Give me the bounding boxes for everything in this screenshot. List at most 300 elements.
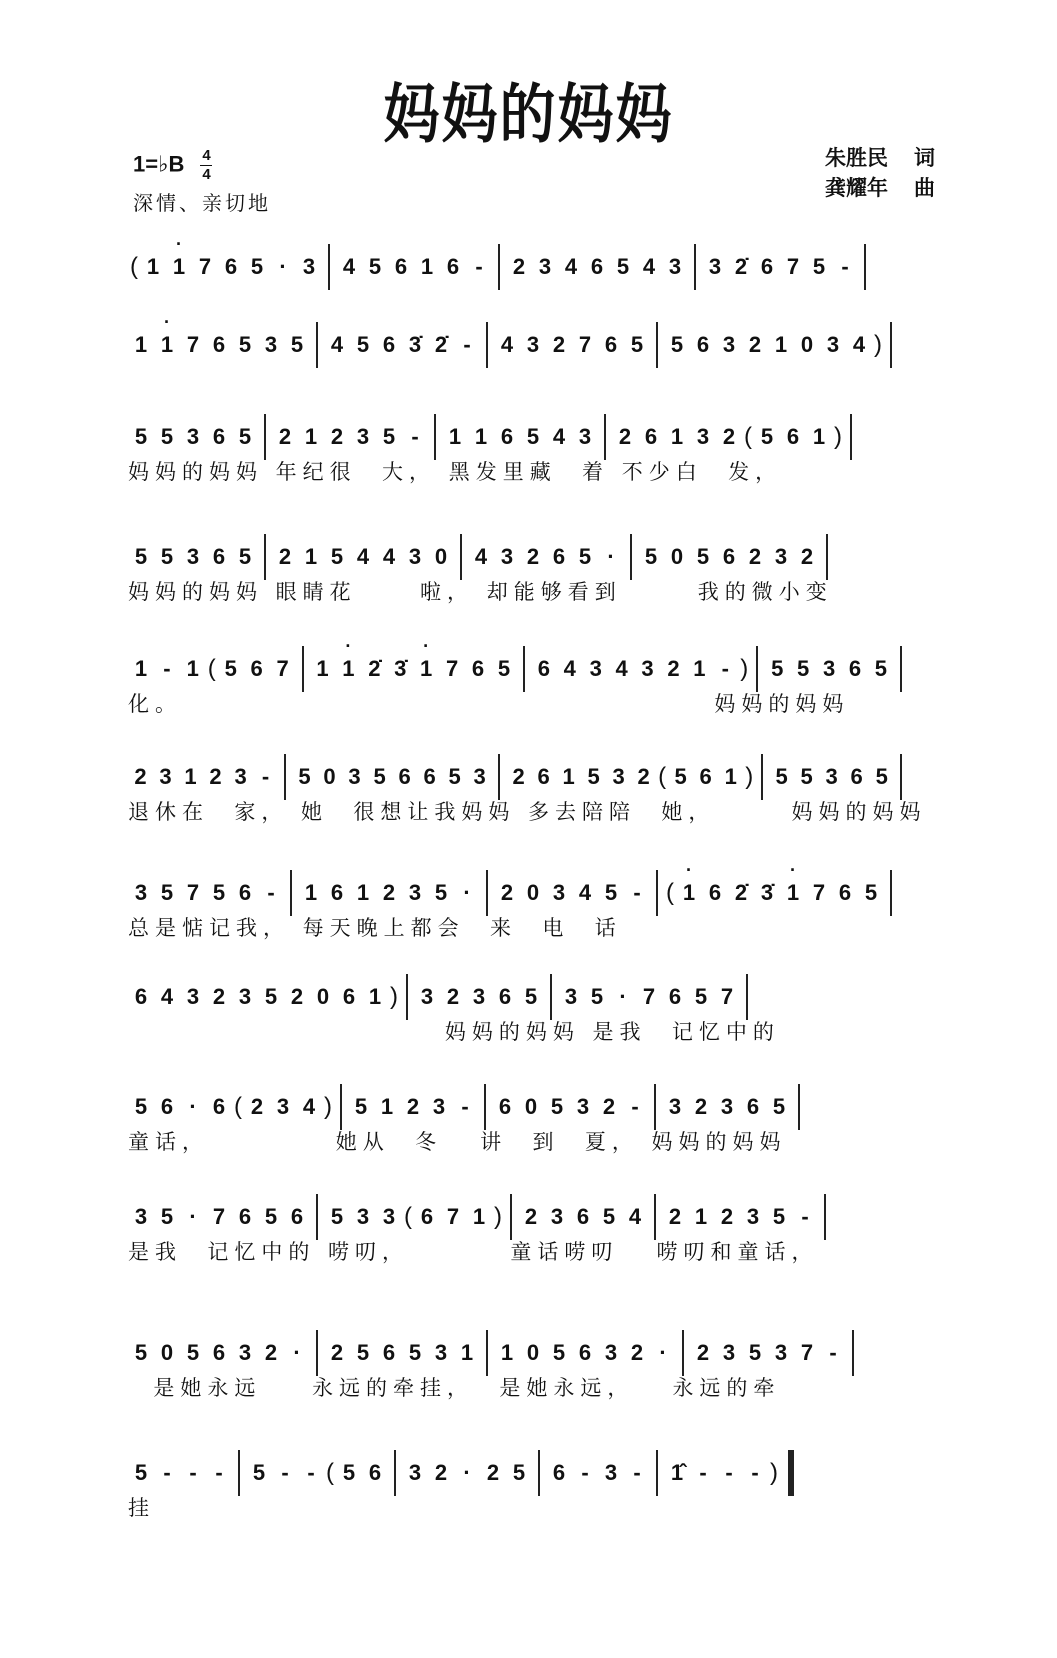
lyrics-line: 化。 妈妈的妈妈	[128, 692, 850, 716]
note: 5	[800, 764, 813, 789]
note: 5	[760, 424, 774, 449]
note: 3	[186, 424, 200, 449]
barline	[746, 974, 748, 1020]
note: 1	[448, 424, 462, 449]
note: -	[307, 1460, 315, 1485]
note: 5	[524, 984, 538, 1009]
note: 5	[160, 1204, 174, 1229]
note: 6	[552, 544, 566, 569]
note: 1	[724, 764, 737, 789]
note: 4	[578, 880, 592, 905]
barline	[900, 646, 902, 692]
note: 4	[564, 254, 578, 279]
note: 5	[448, 764, 461, 789]
note: 3	[356, 424, 370, 449]
note: 1	[380, 1094, 394, 1119]
note: 6	[699, 764, 712, 789]
note: 3	[825, 764, 838, 789]
paren-close: )	[740, 655, 749, 682]
lyricist-credit: 朱胜民 词	[825, 147, 935, 170]
score-system	[128, 250, 908, 320]
note: 0	[434, 544, 448, 569]
paren-open: (	[404, 1203, 412, 1230]
note: 3	[720, 1094, 734, 1119]
lyrics-line: 是我 记忆中的 唠叨， 童话唠叨 唠叨和童话，	[128, 1240, 819, 1264]
note: -	[829, 1340, 837, 1365]
note: 6	[471, 656, 485, 681]
note: · 1	[335, 656, 361, 682]
note: -	[463, 332, 471, 357]
note: 3	[348, 764, 361, 789]
note: 6	[746, 1094, 760, 1119]
note: 5	[694, 984, 708, 1009]
note: 5	[772, 1094, 786, 1119]
score-system	[128, 1336, 908, 1406]
note: · 1	[413, 656, 439, 682]
note: 2̇	[368, 656, 381, 681]
note: 1	[134, 332, 148, 357]
note: 2	[800, 544, 814, 569]
barline	[850, 414, 852, 460]
note: 6	[537, 764, 550, 789]
note: 2	[668, 1204, 682, 1229]
note: 6	[224, 254, 238, 279]
note: 5	[160, 424, 174, 449]
note: 6	[290, 1204, 304, 1229]
barline	[826, 534, 828, 580]
note: 1̂	[670, 1460, 684, 1485]
note: 3	[238, 1340, 252, 1365]
note: 7	[198, 254, 212, 279]
note: 6	[330, 880, 344, 905]
barline	[498, 754, 500, 800]
note: · 1	[166, 254, 192, 280]
note: 5	[238, 424, 252, 449]
note: 4	[160, 984, 174, 1009]
note: 3	[234, 764, 247, 789]
barline	[264, 414, 266, 460]
barline	[656, 1450, 658, 1496]
note: 6	[552, 1460, 566, 1485]
score-system	[128, 1090, 908, 1160]
note: 5	[526, 424, 540, 449]
lyrics-line: 妈妈的妈妈 年纪很 大， 黑发里藏 着 不少白 发，	[128, 460, 783, 484]
note: 5	[674, 764, 687, 789]
note: 7	[446, 1204, 460, 1229]
note: 6	[848, 656, 862, 681]
note: 5	[864, 880, 878, 905]
note: -	[725, 1460, 733, 1485]
note: 5	[616, 254, 630, 279]
note: 5	[160, 880, 174, 905]
score-system	[128, 876, 908, 946]
note: 7	[212, 1204, 226, 1229]
note: 3	[668, 1094, 682, 1119]
note: 2	[720, 1204, 734, 1229]
note: 2	[500, 880, 514, 905]
note: 4	[500, 332, 514, 357]
note: 6	[604, 332, 618, 357]
note: 3	[526, 332, 540, 357]
note: 3	[576, 1094, 590, 1119]
note: 3	[134, 880, 148, 905]
note: 6	[500, 424, 514, 449]
credits	[825, 144, 935, 204]
note: 6	[250, 656, 263, 681]
note: 3	[774, 1340, 788, 1365]
barline	[316, 1330, 318, 1376]
note: 5	[134, 1340, 148, 1365]
barline	[654, 1194, 656, 1240]
barline	[890, 322, 892, 368]
note: 0	[526, 880, 540, 905]
barline	[406, 974, 408, 1020]
barline	[798, 1084, 800, 1130]
note: 6	[382, 332, 396, 357]
note: 0	[670, 544, 684, 569]
note: -	[581, 1460, 589, 1485]
note: 1	[304, 424, 318, 449]
paren-close: )	[390, 983, 398, 1010]
note: 3	[408, 880, 422, 905]
barline	[486, 322, 488, 368]
note: 3	[696, 424, 710, 449]
note: 3	[238, 984, 252, 1009]
note: 2	[382, 880, 396, 905]
note: 2	[278, 544, 292, 569]
note: 5	[772, 1204, 786, 1229]
note: 6	[708, 880, 722, 905]
note: 0	[524, 1094, 538, 1119]
notation-line	[128, 1090, 908, 1124]
score-system	[128, 1456, 908, 1526]
note: 3	[434, 1340, 448, 1365]
note: 2	[722, 424, 736, 449]
note: 2	[748, 544, 762, 569]
score-system	[128, 420, 908, 490]
notation-line	[128, 1200, 908, 1234]
note: ·	[279, 254, 287, 279]
note: 5	[186, 1340, 200, 1365]
notation-line	[128, 760, 908, 794]
note: 3̇	[394, 656, 407, 681]
note: 5	[342, 1460, 356, 1485]
note: 6	[212, 332, 226, 357]
note: 5	[298, 764, 311, 789]
note: 6	[212, 1340, 226, 1365]
note: 2	[512, 254, 526, 279]
note: 4	[330, 332, 344, 357]
note: 6	[668, 984, 682, 1009]
note: 5	[874, 656, 888, 681]
composer-credit: 龚耀年 曲	[825, 177, 935, 200]
note: 2	[486, 1460, 500, 1485]
barline	[316, 322, 318, 368]
score-system	[128, 328, 908, 398]
note: ·	[463, 880, 471, 905]
note: -	[699, 1460, 707, 1485]
note: 3	[134, 1204, 148, 1229]
note: 5	[552, 1340, 566, 1365]
note: 6	[537, 656, 550, 681]
note: 2	[264, 1340, 278, 1365]
barline	[264, 534, 266, 580]
note: 3	[722, 1340, 736, 1365]
note: 5	[696, 544, 710, 569]
note: 1	[670, 424, 684, 449]
barline	[682, 1330, 684, 1376]
paren-close: )	[324, 1093, 332, 1120]
note: 2	[667, 656, 680, 681]
note: 3	[186, 984, 200, 1009]
note: 1	[304, 880, 318, 905]
barline	[654, 1084, 656, 1130]
note: 0	[800, 332, 814, 357]
note: 4	[382, 544, 396, 569]
note: 1	[460, 1340, 474, 1365]
note: 2	[526, 544, 540, 569]
note: 2	[637, 764, 650, 789]
note: 2	[602, 1094, 616, 1119]
note: 5	[212, 880, 226, 905]
note: 2	[209, 764, 222, 789]
note: 5	[587, 764, 600, 789]
notation-line	[128, 1336, 908, 1370]
note: -	[461, 1094, 469, 1119]
note: 6	[423, 764, 436, 789]
note: ·	[463, 1460, 471, 1485]
barline	[484, 1084, 486, 1130]
barline	[656, 322, 658, 368]
note: 3	[420, 984, 434, 1009]
note: 4	[552, 424, 566, 449]
note: -	[411, 424, 419, 449]
lyrics-line: 总是惦记我， 每天晚上都会 来 电 话	[128, 916, 622, 940]
lyrics-line: 童话， 她从 冬 讲 到 夏， 妈妈的妈妈	[128, 1130, 787, 1154]
note: 2	[748, 332, 762, 357]
note: · 1	[154, 332, 180, 358]
note: -	[631, 1094, 639, 1119]
note: 2	[512, 764, 525, 789]
note: 3	[668, 254, 682, 279]
note: 5	[408, 1340, 422, 1365]
note: 5	[160, 544, 174, 569]
note: 3̇	[760, 880, 774, 905]
note: 5	[771, 656, 784, 681]
note: 2	[552, 332, 566, 357]
note: · 1	[676, 880, 702, 906]
note: 2	[278, 424, 292, 449]
note: 2	[330, 424, 344, 449]
note: 7	[578, 332, 592, 357]
note: 1	[184, 764, 197, 789]
paren-open: (	[666, 879, 674, 906]
note: 2	[290, 984, 304, 1009]
note: -	[163, 1460, 171, 1485]
paren-close: )	[745, 763, 754, 790]
note: 5	[356, 1340, 370, 1365]
note: 1	[304, 544, 318, 569]
note: 3	[822, 656, 836, 681]
note: 7	[720, 984, 734, 1009]
note: 6	[760, 254, 774, 279]
note: 1	[316, 656, 329, 681]
note: 1	[562, 764, 575, 789]
note: 6	[578, 1340, 592, 1365]
note: 3	[500, 544, 514, 569]
note: 6	[382, 1340, 396, 1365]
note: 3	[356, 1204, 370, 1229]
note: 2	[524, 1204, 538, 1229]
barline	[864, 244, 866, 290]
note: 3	[473, 764, 486, 789]
note: 6	[498, 1094, 512, 1119]
paren-open: (	[744, 423, 752, 450]
note: -	[633, 880, 641, 905]
note: 5	[252, 1460, 266, 1485]
barline	[756, 646, 758, 692]
note: 2	[212, 984, 226, 1009]
note: 3	[408, 544, 422, 569]
note: 5	[590, 984, 604, 1009]
barline	[290, 870, 292, 916]
barline	[394, 1450, 396, 1496]
barline	[656, 870, 658, 916]
notation-line	[128, 876, 908, 910]
barline	[460, 534, 462, 580]
note: 1	[694, 1204, 708, 1229]
note: 5	[238, 332, 252, 357]
note: 2̇	[434, 332, 448, 357]
expression-marking: 深情、亲切地	[133, 191, 271, 215]
note: 5	[134, 544, 148, 569]
note: -	[267, 880, 275, 905]
note: 3	[578, 424, 592, 449]
song-title: 妈妈的妈妈	[383, 77, 674, 151]
barline	[900, 754, 902, 800]
note: 2	[618, 424, 632, 449]
note: 7	[276, 656, 289, 681]
note: 6	[420, 1204, 434, 1229]
note: -	[215, 1460, 223, 1485]
paren-close: )	[874, 331, 882, 358]
note: 1	[472, 1204, 486, 1229]
note: 6	[134, 984, 148, 1009]
note: 3	[408, 1460, 422, 1485]
notation-line	[128, 250, 908, 284]
note: 4	[615, 656, 628, 681]
barline	[328, 244, 330, 290]
barline	[434, 414, 436, 460]
note: 7	[642, 984, 656, 1009]
note: 5	[368, 254, 382, 279]
note: 5	[604, 880, 618, 905]
barline	[486, 870, 488, 916]
paren-open: (	[326, 1459, 334, 1486]
note: ·	[607, 544, 615, 569]
note: 3	[159, 764, 172, 789]
note: 6	[212, 424, 226, 449]
note: 2	[696, 1340, 710, 1365]
note: 7	[445, 656, 459, 681]
note: ·	[189, 1204, 197, 1229]
note: ·	[189, 1094, 197, 1119]
note: 5	[356, 332, 370, 357]
note: 5	[875, 764, 888, 789]
note: 2	[330, 1340, 344, 1365]
note: 5	[775, 764, 788, 789]
note: 3	[708, 254, 722, 279]
note: 5	[290, 332, 304, 357]
notation-line	[128, 652, 908, 686]
note: 2	[250, 1094, 264, 1119]
note: 6	[394, 254, 408, 279]
barline	[486, 1330, 488, 1376]
note: 3	[276, 1094, 290, 1119]
note: 0	[160, 1340, 174, 1365]
note: 1	[368, 984, 382, 1009]
note: 5	[748, 1340, 762, 1365]
note: · 1	[780, 880, 806, 906]
note: 0	[526, 1340, 540, 1365]
barline	[302, 646, 304, 692]
note: 5	[373, 764, 386, 789]
note: -	[801, 1204, 809, 1229]
score-system	[128, 1200, 908, 1270]
score-system	[128, 652, 908, 722]
notation-line	[128, 328, 908, 362]
note: 4	[628, 1204, 642, 1229]
note: 6	[786, 424, 800, 449]
note: 3	[550, 1204, 564, 1229]
note: 4	[302, 1094, 316, 1119]
note: 6	[212, 544, 226, 569]
note: 6	[498, 984, 512, 1009]
lyrics-line	[128, 362, 908, 398]
note: 6	[590, 254, 604, 279]
note: 1	[146, 254, 160, 279]
note: 6	[238, 1204, 252, 1229]
note: -	[261, 764, 270, 789]
note: 5	[630, 332, 644, 357]
note: 6	[838, 880, 852, 905]
note: 7	[812, 880, 826, 905]
note: 6	[696, 332, 710, 357]
note: 3	[604, 1460, 618, 1485]
key-label: 1=♭B	[133, 151, 185, 177]
note: 3	[604, 1340, 618, 1365]
note: 7	[186, 332, 200, 357]
notation-line	[128, 1456, 908, 1490]
barline	[604, 414, 606, 460]
barline	[510, 1194, 512, 1240]
note: 6	[446, 254, 460, 279]
note: 5	[134, 1094, 148, 1119]
note: 6	[368, 1460, 382, 1485]
note: 5	[382, 424, 396, 449]
note: 3	[641, 656, 654, 681]
note: 4	[852, 332, 866, 357]
note: 5	[550, 1094, 564, 1119]
note: 3	[774, 544, 788, 569]
barline	[694, 244, 696, 290]
final-barline	[788, 1450, 794, 1496]
note: 5	[134, 1460, 148, 1485]
note: ·	[293, 1340, 301, 1365]
note: 1	[186, 656, 199, 681]
note: 3	[746, 1204, 760, 1229]
note: 1	[812, 424, 826, 449]
